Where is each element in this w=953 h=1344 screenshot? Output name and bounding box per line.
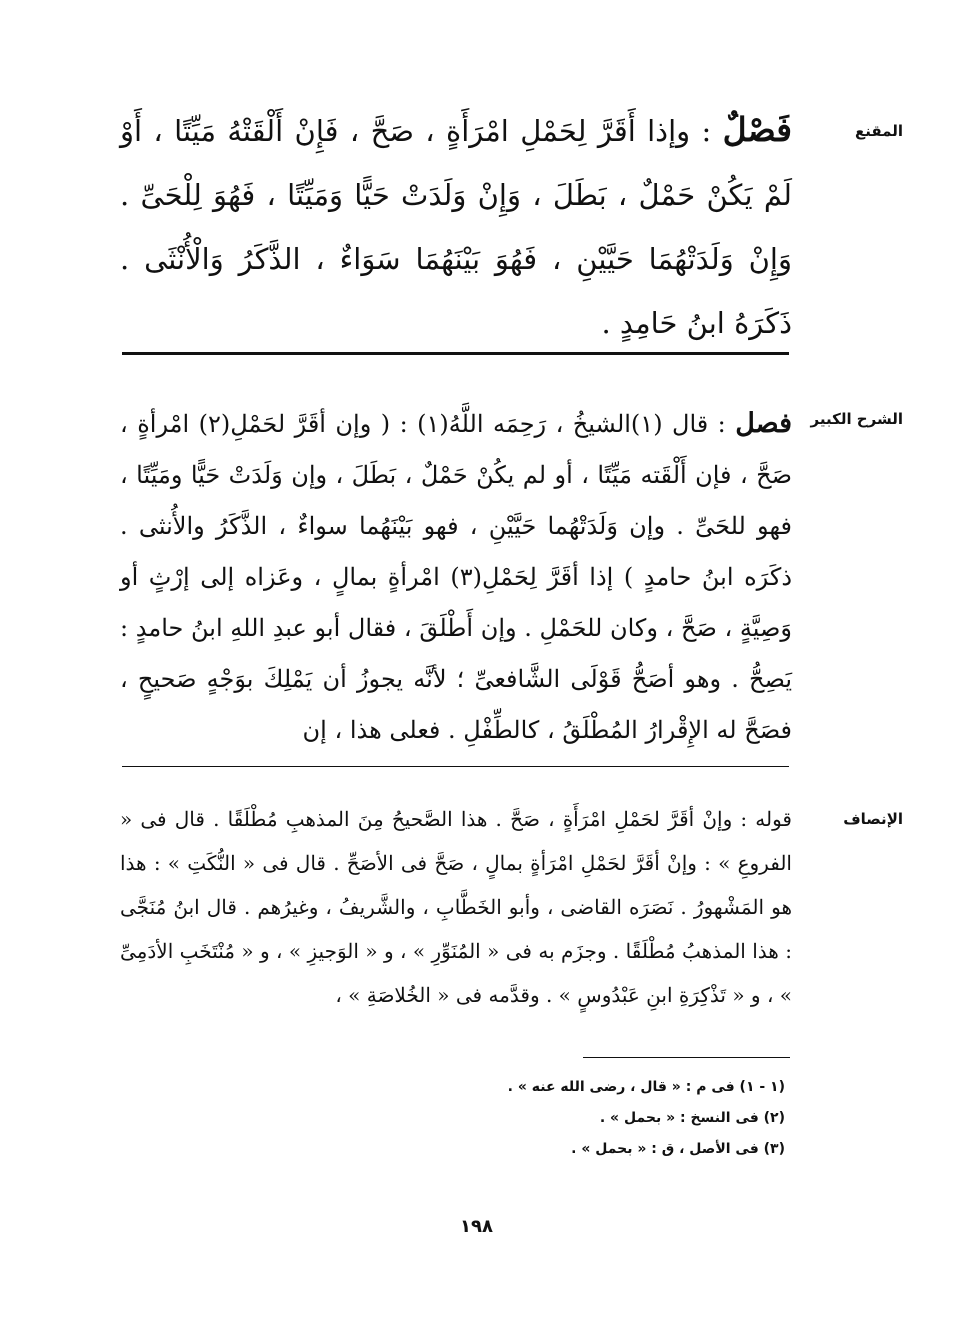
muqni-body-text: : وإذا أَقَرَّ لِحَمْلِ امْرَأَةٍ ، صَحَّ ، فَإِنْ أَلْقَتْهُ مَيِّتًا ، أَوْ لَمْ يَكُنْ حَمْلٌ ، بَطَلَ ، وَإِنْ وَلَدَتْ حَيًّا وَمَيِّتًا ، فَهُوَ لِلْحَىِّ . وَإِنْ وَلَدَتْهُمَا حَيَّيْنِ ، فَهُوَ بَيْنَهُمَا سَوَاءٌ ، الذَّكَرُ وَالْأُنْثَى . ذَكَرَهُ ابنُ حَامِدٍ . (120, 114, 792, 340)
sharh-body-text: : قال (١)الشيخُ ، رَحِمَه اللَّهُ(١) : ( وإن أقَرَّ لحَمْلِ(٢) امْرأةٍ ، صَحَّ ، فإن أَلْقَته مَيِّتًا ، أو لم يكُنْ حَمْلٌ ، بَطَلَ ، وإن وَلَدَتْ حَيًّا ومَيِّتًا ، فهو للحَىِّ . وإن وَلَدَتْهُما حَيَّيْنِ ، فهو بَيْنَهُما سواءٌ ، الذَّكَرُ والأُنثى . ذكَرَه ابنُ حامدٍ ) إذا أقَرَّ لِحَمْلِ(٣) امْرأةٍ بمالٍ ، وعَزاه إلى إرْثٍ أو وَصِيَّةٍ ، صَحَّ ، وكان للحَمْلِ . وإن أَطْلَقَ ، فقال أبو عبدِ اللهِ ابنُ حامدٍ : يَصِحُّ . وهو أصَحُّ قَوْلَى الشَّافعىِّ ؛ لأنَّه يجوزُ أن يَمْلِكَ بوَجْهٍ صَحيحٍ ، فصَحَّ له الإِقْرارُ المُطْلَقُ ، كالطِّفْلِ . فعلى هذا ، إن (120, 410, 793, 744)
sharh-paragraph (120, 398, 792, 756)
footnote-3: (٣) فى الأصل ، ق : « بحمل » . (571, 1141, 785, 1157)
footnotes (165, 1072, 785, 1165)
sharh-text-block (120, 398, 792, 756)
muqni-paragraph (120, 98, 792, 355)
footnote-2: (٢) فى النسخ : « بحمل » . (599, 1110, 785, 1126)
page-number: ١٩٨ (460, 1216, 493, 1237)
footnote-separator (583, 1057, 790, 1058)
insaf-paragraph: قوله : وإنْ أقَرَّ لحَمْلِ امْرَأَةٍ ، صَحَّ . هذا الصَّحيحُ مِنَ المذهبِ مُطْلَقًا . قال فى « الفروعِ » : وإنْ أقَرَّ لحَمْلِ امْرَأةٍ بمالٍ ، صَحَّ فى الأصَحِّ . قال فى « النُّكَتِ » : هذا هو المَشْهورُ . نَصَرَه القاضى ، وأبو الخَطَّابِ ، والشَّريفُ ، وغيرُهم . قال ابنُ مُنَجَّى : هذا المذهبُ مُطْلَقًا . وجزَم به فى « المُنَوِّرِ » ، و « الوَجيزِ » ، و « مُنْتَخَبِ الأدَمِىِّ » ، و « تَذْكِرَةِ ابنِ عَبْدُوسٍ » . وقدَّمه فى « الخُلاصَةِ » ، (120, 807, 792, 1007)
insaf-section-label: الإنصاف (843, 810, 903, 828)
section-divider-thick (122, 352, 789, 355)
muqni-lead-word: فَصْلٌ (722, 110, 793, 149)
section-divider-thin (122, 766, 789, 767)
sharh-section-label: الشرح الكبير (810, 410, 903, 428)
insaf-text-block (120, 797, 792, 1017)
sharh-lead-word: فصل (735, 408, 792, 439)
footnote-1: (١ - ١) فى م : « قال ، رضى الله عنه » . (507, 1079, 785, 1095)
muqni-section-label: المقنع (855, 122, 903, 140)
muqni-text-block (120, 98, 792, 355)
